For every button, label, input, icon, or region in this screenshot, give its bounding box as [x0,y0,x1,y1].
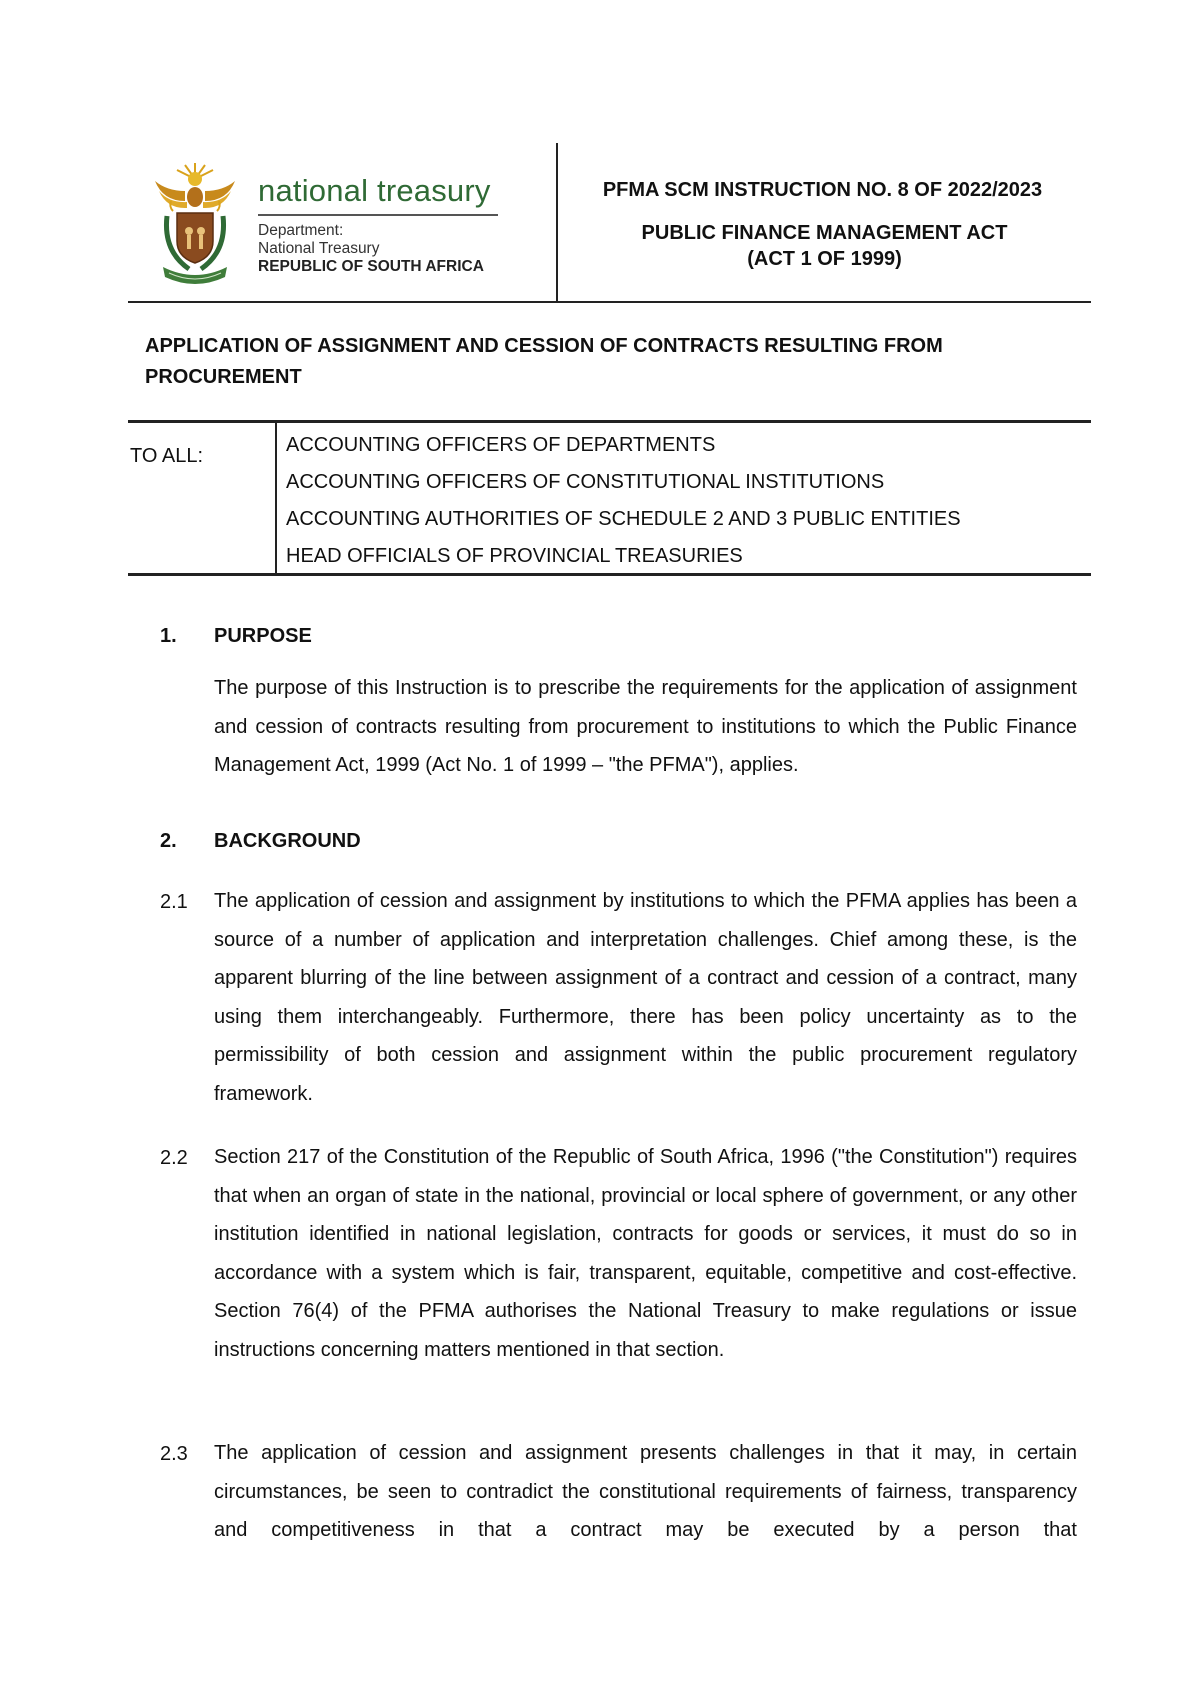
section-number: 1. [160,625,177,647]
brand-department-name: National Treasury [258,240,380,257]
paragraph-number: 2.2 [160,1147,188,1169]
instruction-header [558,179,1091,272]
letterhead [128,143,1091,303]
act-title: PUBLIC FINANCE MANAGEMENT ACT [641,222,1008,244]
background-paragraph: The application of cession and assignment by institutions to which the PFMA applies has been a source of a number of application and interpretation challenges. Chief among these, is the apparent blurring of the line between assignment of a contract and cession of a contract, many using them interchangeably. Furthermore, there has been policy uncertainty as to the permissibility of both cession and assignment within the public procurement regulatory framework. [214,890,1077,1105]
recipient-item: HEAD OFFICIALS OF PROVINCIAL TREASURIES [286,545,743,567]
section-heading-background [160,830,361,853]
recipient-item: ACCOUNTING AUTHORITIES OF SCHEDULE 2 AND 3 PUBLIC ENTITIES [286,508,961,530]
paragraph-number: 2.1 [160,891,188,913]
recipients-divider [275,423,277,573]
section-title: BACKGROUND [214,830,361,852]
act-number: (ACT 1 OF 1999) [747,248,902,270]
document-title: APPLICATION OF ASSIGNMENT AND CESSION OF CONTRACTS RESULTING FROM PROCUREMENT [145,335,943,388]
paragraph-number: 2.3 [160,1443,188,1465]
instruction-title: PFMA SCM INSTRUCTION NO. 8 OF 2022/2023 [602,179,1043,201]
coat-of-arms-icon [145,161,245,286]
brand-name: national treasury [258,173,491,208]
brand-department-label: Department: [258,222,344,239]
recipient-item: ACCOUNTING OFFICERS OF DEPARTMENTS [286,434,716,456]
brand-country: REPUBLIC OF SOUTH AFRICA [258,258,484,275]
section-heading-purpose [160,625,312,648]
background-paragraph: Section 217 of the Constitution of the Republic of South Africa, 1996 ("the Constitution") requires that when an organ of state in the national, provincial or local sphere of government, or any other institution identified in national legislation, contracts for goods or services, it must do so in accordance with a system which is fair, transparent, equitable, competitive and cost-effective. Section 76(4) of the PFMA authorises the National Treasury to make regulations or issue instructions concerning matters mentioned in that section. [214,1146,1077,1361]
brand-block [258,173,498,276]
brand-divider [258,214,498,216]
recipients-list [286,427,961,575]
purpose-paragraph: The purpose of this Instruction is to prescribe the requirements for the application of assignment and cession of contracts resulting from procurement to institutions to which the Public Finance Management Act, 1999 (Act No. 1 of 1999 – "the PFMA"), applies. [214,677,1077,776]
section-number: 2. [160,830,177,852]
section-title: PURPOSE [214,625,312,647]
background-paragraph: The application of cession and assignment presents challenges in that it may, in certain circumstances, be seen to contradict the constitutional requirements of fairness, transparency and competitiveness in that a contract may be executed by a person that [214,1442,1077,1541]
recipients-label: TO ALL: [130,445,204,467]
recipient-item: ACCOUNTING OFFICERS OF CONSTITUTIONAL INSTITUTIONS [286,471,885,493]
recipients-table [128,420,1091,576]
